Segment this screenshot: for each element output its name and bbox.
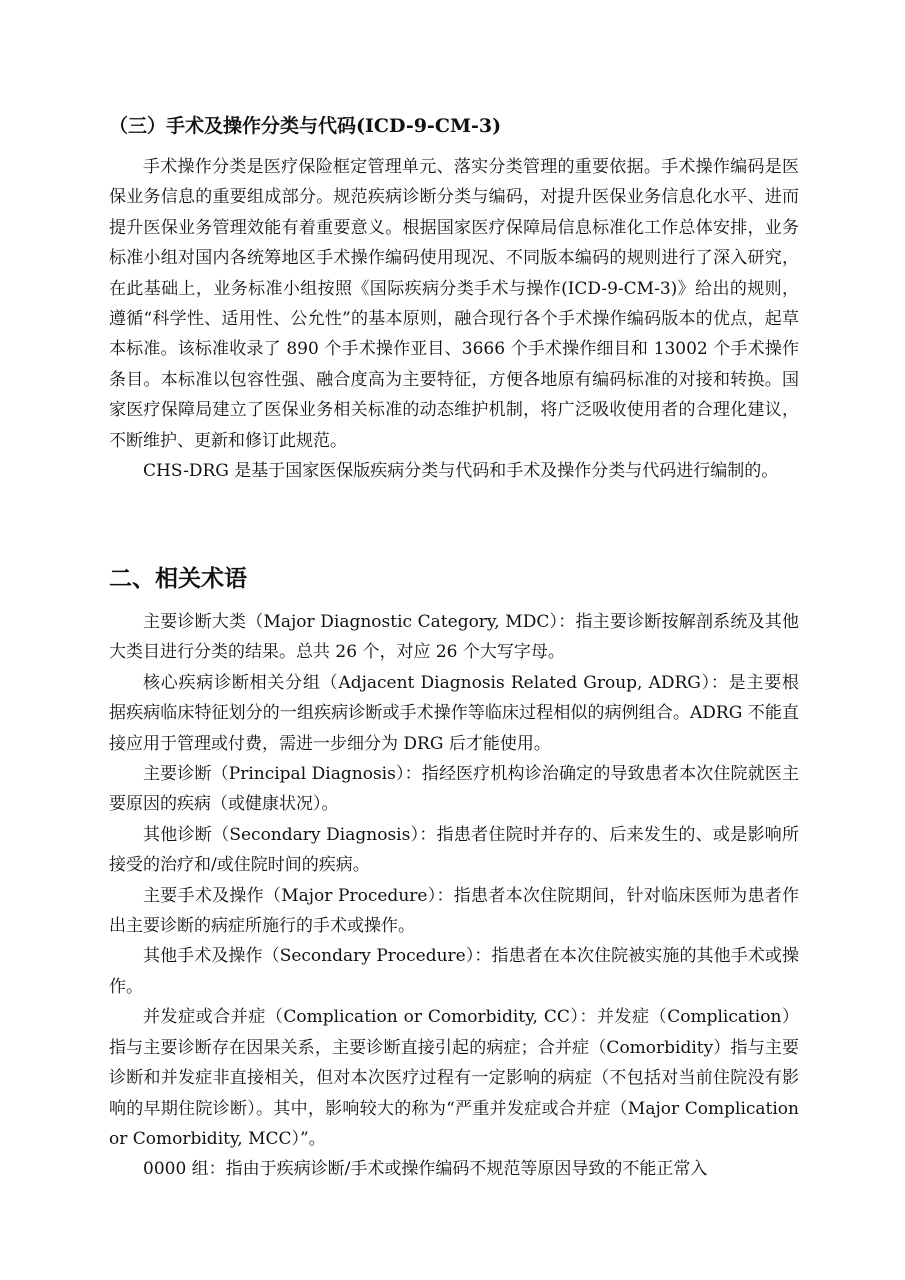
section-heading: 二、相关术语: [109, 565, 247, 592]
intro-text-block: [109, 152, 799, 486]
term-paragraph-principal-diagnosis: 主要诊断（Principal Diagnosis）：指经医疗机构诊治确定的导致患者本次住院就医主要原因的疾病（或健康状况）。: [109, 764, 799, 815]
paragraph-chs-drg-basis: CHS-DRG 是基于国家医保版疾病分类与代码和手术及操作分类与代码进行编制的。: [143, 461, 779, 482]
term-paragraph-mdc: 主要诊断大类（Major Diagnostic Category, MDC）：指主要诊断按解剖系统及其他大类目进行分类的结果。总共 26 个，对应 26 个大写字母。: [109, 612, 799, 663]
term-paragraph-adrg: 核心疾病诊断相关分组（Adjacent Diagnosis Related Group, ADRG）：是主要根据疾病临床特征划分的一组疾病诊断或手术操作等临床过程相似的病例组合。ADRG 不能直接应用于管理或付费，需进一步细分为 DRG 后才能使用。: [109, 672, 799, 754]
term-paragraph-0000-group: 0000 组：指由于疾病诊断/手术或操作编码不规范等原因导致的不能正常入: [143, 1159, 708, 1180]
paragraph-icd-9-cm-3-description: 手术操作分类是医疗保险框定管理单元、落实分类管理的重要依据。手术操作编码是医保业务信息的重要组成部分。规范疾病诊断分类与编码，对提升医保业务信息化水平、进而提升医保业务管理效能有着重要意义。根据国家医疗保障局信息标准化工作总体安排，业务标准小组对国内各统筹地区手术操作编码使用现况、不同版本编码的规则进行了深入研究，在此基础上，业务标准小组按照《国际疾病分类手术与操作(ICD-9-CM-3)》给出的规则，遵循“科学性、适用性、公允性”的基本原则，融合现行各个手术操作编码版本的优点，起草本标准。该标准收录了 890 个手术操作亚目、3666 个手术操作细目和 13002 个手术操作条目。本标准以包容性强、融合度高为主要特征，方便各地原有编码标准的对接和转换。国家医疗保障局建立了医保业务相关标准的动态维护机制，将广泛吸收使用者的合理化建议，不断维护、更新和修订此规范。: [109, 157, 799, 451]
term-paragraph-secondary-diagnosis: 其他诊断（Secondary Diagnosis）：指患者住院时并存的、后来发生的、或是影响所接受的治疗和/或住院时间的疾病。: [109, 824, 799, 876]
subsection-heading: （三）手术及操作分类与代码(ICD-9-CM-3): [109, 115, 502, 137]
term-paragraph-secondary-procedure: 其他手术及操作（Secondary Procedure）：指患者在本次住院被实施的其他手术或操作。: [109, 946, 799, 997]
terms-text-block: [109, 607, 799, 1185]
term-paragraph-major-procedure: 主要手术及操作（Major Procedure）：指患者本次住院期间，针对临床医师为患者作出主要诊断的病症所施行的手术或操作。: [109, 885, 799, 937]
term-paragraph-cc-mcc: 并发症或合并症（Complication or Comorbidity, CC）：并发症（Complication）指与主要诊断存在因果关系，主要诊断直接引起的病症；合并症（Comorbidity）指与主要诊断和并发症非直接相关，但对本次医疗过程有一定影响的病症（不包括对当前住院没有影响的早期住院诊断）。其中，影响较大的称为“严重并发症或合并症（Major Complication or Comorbidity, MCC）”。: [109, 1007, 799, 1149]
